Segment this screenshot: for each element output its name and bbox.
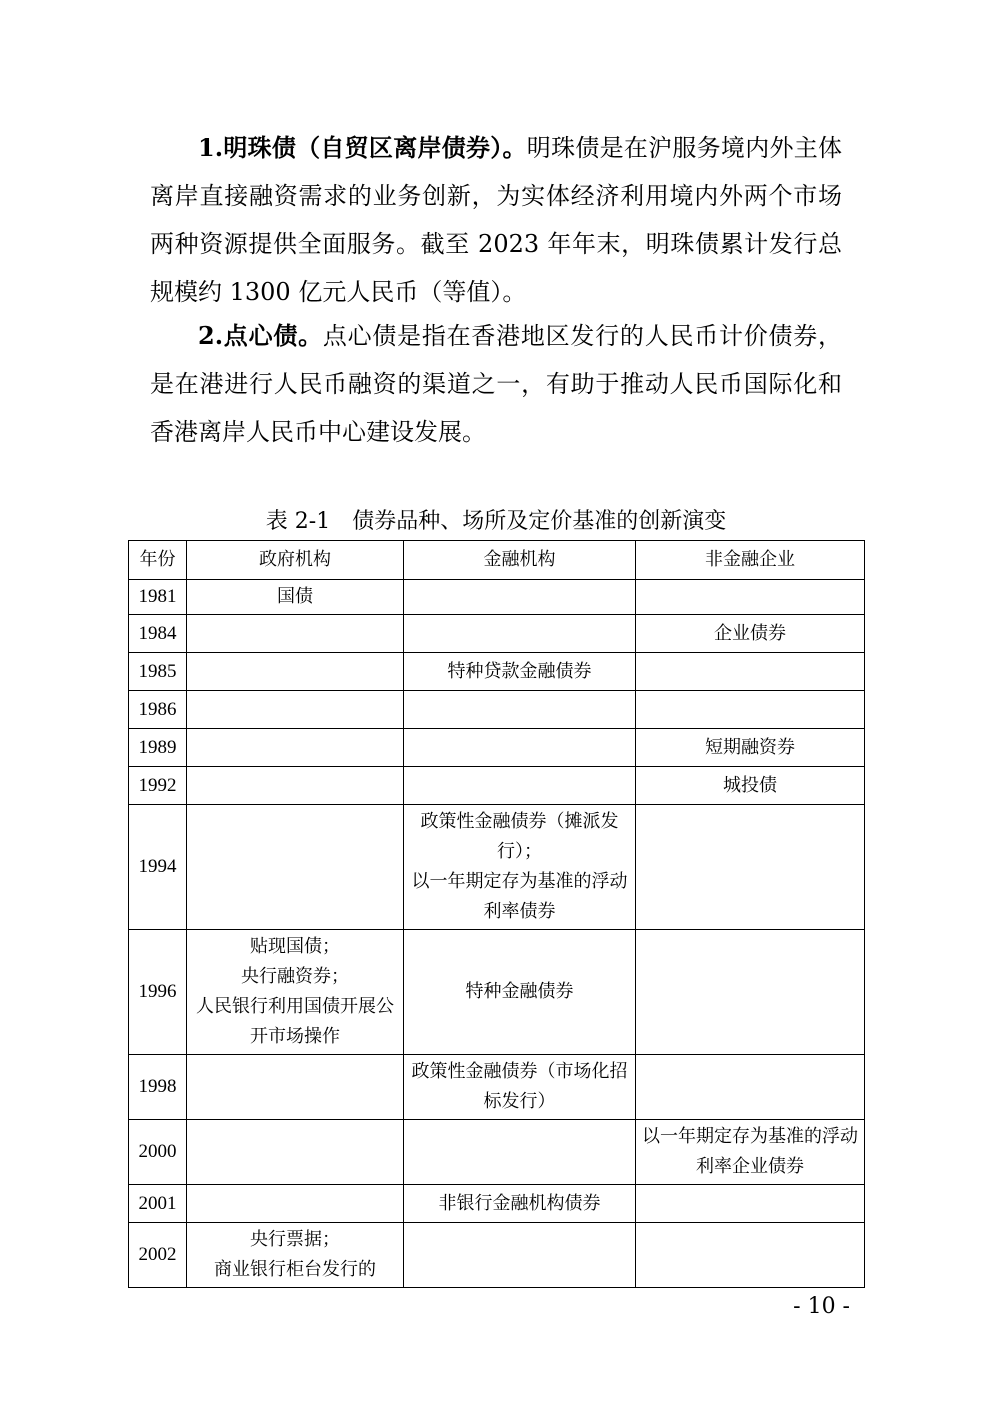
table-row	[129, 615, 865, 653]
header-non-financial: 非金融企业	[636, 541, 865, 580]
cell-government	[187, 615, 404, 653]
paragraph-heading: 2.点心债。	[198, 321, 323, 350]
cell-financial: 非银行金融机构债券	[404, 1185, 636, 1223]
table-row	[129, 1120, 865, 1185]
cell-non-financial	[636, 580, 865, 615]
cell-year: 1986	[129, 691, 187, 729]
cell-non-financial	[636, 930, 865, 1055]
header-government: 政府机构	[187, 541, 404, 580]
cell-financial: 政策性金融债券（摊派发行）； 以一年期定存为基准的浮动利率债券	[404, 805, 636, 930]
table-row	[129, 1223, 865, 1288]
cell-government	[187, 1055, 404, 1120]
cell-financial	[404, 580, 636, 615]
cell-year: 1998	[129, 1055, 187, 1120]
bond-innovation-table	[128, 540, 865, 1288]
cell-financial	[404, 691, 636, 729]
paragraph-body: 明珠债是在沪服务境内外主体离岸直接融资需求的业务创新，为实体经济利用境内外两个市场两种资源提供全面服务。截至 2023 年年末，明珠债累计发行总规模约 1300 亿元人民币（等值）。	[150, 134, 842, 306]
table-row	[129, 729, 865, 767]
table-row	[129, 1185, 865, 1223]
cell-government	[187, 767, 404, 805]
header-year: 年份	[129, 541, 187, 580]
cell-government	[187, 729, 404, 767]
cell-year: 1996	[129, 930, 187, 1055]
cell-non-financial: 企业债券	[636, 615, 865, 653]
cell-financial	[404, 729, 636, 767]
cell-non-financial	[636, 691, 865, 729]
cell-non-financial: 城投债	[636, 767, 865, 805]
cell-government	[187, 805, 404, 930]
cell-non-financial	[636, 1055, 865, 1120]
cell-year: 1981	[129, 580, 187, 615]
page-number: - 10 -	[793, 1294, 850, 1319]
cell-year: 1985	[129, 653, 187, 691]
cell-financial	[404, 1120, 636, 1185]
cell-government	[187, 653, 404, 691]
table-row	[129, 653, 865, 691]
paragraph-dim-sum-bond	[150, 312, 842, 456]
table-row	[129, 1055, 865, 1120]
cell-year: 2000	[129, 1120, 187, 1185]
cell-government	[187, 691, 404, 729]
table-row	[129, 691, 865, 729]
paragraph-body: 点心债是指在香港地区发行的人民币计价债券，是在港进行人民币融资的渠道之一，有助于推动人民币国际化和香港离岸人民币中心建设发展。	[150, 322, 842, 446]
cell-government	[187, 1185, 404, 1223]
table-header-row	[129, 541, 865, 580]
cell-year: 2002	[129, 1223, 187, 1288]
cell-year: 1984	[129, 615, 187, 653]
cell-year: 1989	[129, 729, 187, 767]
cell-government: 央行票据； 商业银行柜台发行的	[187, 1223, 404, 1288]
cell-non-financial: 短期融资券	[636, 729, 865, 767]
cell-non-financial: 以一年期定存为基准的浮动利率企业债券	[636, 1120, 865, 1185]
cell-non-financial	[636, 1185, 865, 1223]
table-row	[129, 580, 865, 615]
cell-year: 1992	[129, 767, 187, 805]
cell-year: 2001	[129, 1185, 187, 1223]
cell-financial: 特种金融债券	[404, 930, 636, 1055]
table-row	[129, 805, 865, 930]
cell-government: 国债	[187, 580, 404, 615]
cell-non-financial	[636, 653, 865, 691]
cell-financial	[404, 615, 636, 653]
cell-non-financial	[636, 805, 865, 930]
paragraph-pearl-bond	[150, 124, 842, 316]
cell-year: 1994	[129, 805, 187, 930]
cell-government	[187, 1120, 404, 1185]
table-row	[129, 767, 865, 805]
cell-government: 贴现国债； 央行融资券； 人民银行利用国债开展公开市场操作	[187, 930, 404, 1055]
cell-financial	[404, 767, 636, 805]
paragraph-heading: 1.明珠债（自贸区离岸债券）。	[198, 133, 527, 162]
table-row	[129, 930, 865, 1055]
cell-financial: 特种贷款金融债券	[404, 653, 636, 691]
cell-financial: 政策性金融债券（市场化招标发行）	[404, 1055, 636, 1120]
cell-non-financial	[636, 1223, 865, 1288]
cell-financial	[404, 1223, 636, 1288]
header-financial: 金融机构	[404, 541, 636, 580]
table-caption: 表 2-1 债券品种、场所及定价基准的创新演变	[265, 509, 727, 534]
